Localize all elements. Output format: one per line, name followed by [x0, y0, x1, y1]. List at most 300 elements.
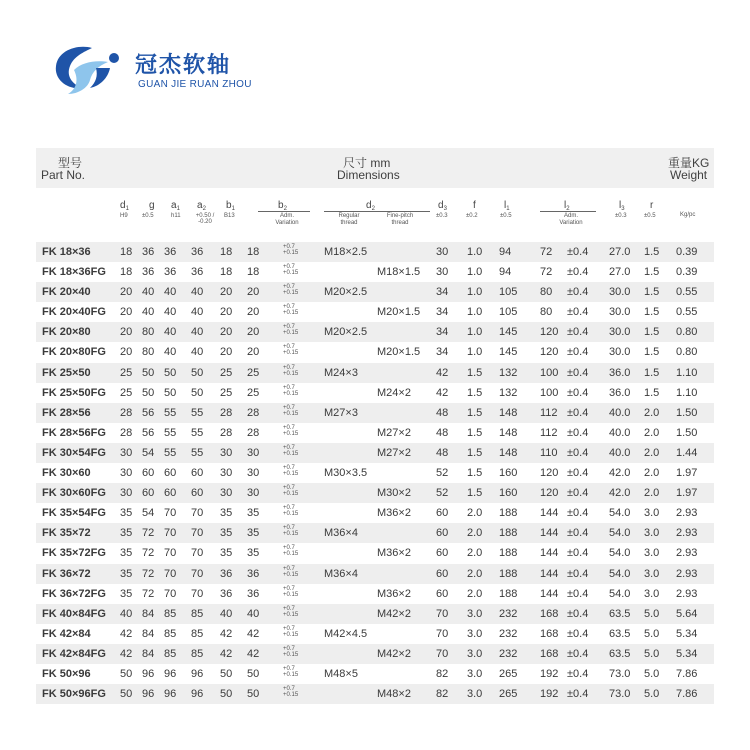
cell-d2f: M42×2	[377, 607, 411, 620]
col-d3-tol: ±0.3	[436, 213, 448, 219]
weight-header-cn: 重量KG	[668, 156, 710, 170]
cell-a1: 85	[164, 627, 177, 640]
cell-l1: 94	[499, 266, 512, 279]
cell-b1: 28	[220, 426, 233, 439]
cell-d3: 70	[436, 647, 449, 660]
cell-r: 1.5	[644, 306, 660, 319]
cell-l1: 132	[499, 386, 518, 399]
cell-d3: 42	[436, 366, 449, 379]
cell-b2: 20	[247, 326, 260, 339]
part-header-en: Part No.	[41, 168, 86, 182]
l2-underline	[540, 211, 596, 212]
cell-l2: 192	[540, 688, 559, 701]
cell-a1: 55	[164, 406, 177, 419]
table-row	[36, 443, 714, 463]
cell-d3: 30	[436, 266, 449, 279]
cell-d2r: M27×3	[324, 406, 358, 419]
table-row	[36, 523, 714, 543]
cell-d2f: M30×2	[377, 487, 411, 500]
cell-l2v: ±0.4	[567, 627, 589, 640]
cell-b2-tolerance: +0.7 +0.15	[283, 465, 299, 478]
cell-b2: 40	[247, 607, 260, 620]
cell-d1: 35	[120, 507, 133, 520]
cell-l2v: ±0.4	[567, 667, 589, 680]
cell-g: 40	[142, 306, 155, 319]
cell-w: 0.80	[676, 326, 698, 339]
part-header-cn: 型号	[58, 156, 83, 170]
cell-w: 1.50	[676, 406, 698, 419]
cell-b2-tolerance: +0.7 +0.15	[283, 625, 299, 638]
cell-d1: 30	[120, 487, 133, 500]
cell-b2: 35	[247, 507, 260, 520]
cell-b2-tolerance: +0.7 +0.15	[283, 244, 299, 256]
cell-f: 1.5	[467, 386, 483, 399]
cell-r: 5.0	[644, 607, 660, 620]
cell-r: 5.0	[644, 688, 660, 701]
part-number: FK 30×54FG	[42, 446, 106, 459]
cell-d2r: M20×2.5	[324, 286, 368, 299]
cell-a1: 40	[164, 346, 177, 359]
col-l3: $l_3$	[619, 200, 625, 212]
cell-g: 56	[142, 406, 155, 419]
col-f: f	[473, 200, 476, 211]
cell-l2v: ±0.4	[567, 366, 589, 379]
cell-b1: 30	[220, 446, 233, 459]
cell-g: 84	[142, 607, 155, 620]
table-row	[36, 282, 714, 302]
cell-a2: 70	[191, 587, 204, 600]
cell-r: 1.5	[644, 346, 660, 359]
cell-f: 1.0	[467, 286, 483, 299]
cell-f: 1.0	[467, 346, 483, 359]
cell-a1: 70	[164, 527, 177, 540]
table-row	[36, 543, 714, 563]
cell-l1: 265	[499, 667, 518, 680]
cell-l2v: ±0.4	[567, 266, 589, 279]
cell-w: 2.93	[676, 527, 698, 540]
cell-b2-tolerance: +0.7 +0.15	[283, 364, 299, 377]
cell-b2-tolerance: +0.7 +0.15	[283, 304, 299, 317]
cell-b2: 35	[247, 527, 260, 540]
cell-l2: 120	[540, 467, 559, 480]
cell-b2: 50	[247, 667, 260, 680]
col-d2-regular: Regular thread	[338, 213, 360, 226]
cell-l1: 148	[499, 406, 518, 419]
cell-l2: 80	[540, 306, 553, 319]
cell-a1: 55	[164, 446, 177, 459]
cell-a2: 40	[191, 326, 204, 339]
cell-b2-tolerance: +0.7 +0.15	[283, 645, 299, 658]
cell-b1: 35	[220, 507, 233, 520]
cell-r: 3.0	[644, 527, 660, 540]
cell-d2f: M36×2	[377, 507, 411, 520]
logo-name-en: GUAN JIE RUAN ZHOU	[138, 79, 252, 90]
cell-a2: 85	[191, 627, 204, 640]
table-row	[36, 463, 714, 483]
cell-w: 0.55	[676, 286, 698, 299]
cell-l2v: ±0.4	[567, 607, 589, 620]
cell-d3: 82	[436, 667, 449, 680]
cell-f: 3.0	[467, 607, 483, 620]
cell-a1: 96	[164, 667, 177, 680]
col-d3: $d_3$	[438, 200, 447, 212]
cell-l2v: ±0.4	[567, 246, 589, 258]
cell-d3: 52	[436, 467, 449, 480]
cell-d1: 28	[120, 406, 133, 419]
cell-l3: 54.0	[609, 507, 631, 520]
cell-a2: 60	[191, 487, 204, 500]
cell-b2: 20	[247, 306, 260, 319]
table-row	[36, 383, 714, 403]
cell-w: 2.93	[676, 507, 698, 520]
table-row	[36, 564, 714, 584]
cell-d1: 35	[120, 527, 133, 540]
cell-g: 50	[142, 386, 155, 399]
cell-l3: 36.0	[609, 366, 631, 379]
table-row	[36, 684, 714, 704]
cell-a2: 36	[191, 266, 204, 279]
cell-b1: 36	[220, 587, 233, 600]
cell-l1: 145	[499, 326, 518, 339]
cell-r: 5.0	[644, 627, 660, 640]
cell-a1: 55	[164, 426, 177, 439]
cell-l1: 160	[499, 467, 518, 480]
cell-r: 5.0	[644, 667, 660, 680]
part-number: FK 28×56	[42, 406, 91, 419]
cell-d1: 20	[120, 306, 133, 319]
cell-g: 84	[142, 627, 155, 640]
cell-w: 7.86	[676, 667, 698, 680]
table-row	[36, 584, 714, 604]
b2-underline	[258, 211, 310, 212]
cell-l2: 110	[540, 446, 558, 459]
cell-w: 1.97	[676, 487, 698, 500]
cell-a1: 60	[164, 487, 177, 500]
cell-l2: 120	[540, 346, 559, 359]
col-r-tol: ±0.5	[644, 213, 656, 219]
table-row	[36, 483, 714, 503]
cell-l1: 148	[499, 446, 518, 459]
cell-f: 1.0	[467, 246, 483, 258]
cell-d3: 60	[436, 547, 449, 560]
cell-l2v: ±0.4	[567, 587, 589, 600]
cell-l2v: ±0.4	[567, 547, 589, 560]
cell-d1: 28	[120, 426, 133, 439]
cell-l1: 232	[499, 607, 518, 620]
cell-a2: 70	[191, 567, 204, 580]
cell-l2v: ±0.4	[567, 487, 589, 500]
cell-a1: 40	[164, 306, 177, 319]
cell-b2: 50	[247, 688, 260, 701]
cell-a2: 70	[191, 527, 204, 540]
cell-a2: 40	[191, 346, 204, 359]
cell-l2v: ±0.4	[567, 688, 589, 701]
cell-r: 2.0	[644, 426, 660, 439]
cell-a2: 70	[191, 547, 204, 560]
cell-g: 50	[142, 366, 155, 379]
cell-g: 36	[142, 266, 155, 279]
cell-d1: 18	[120, 266, 133, 279]
cell-w: 0.39	[676, 246, 698, 258]
cell-d2f: M42×2	[377, 647, 411, 660]
cell-l2v: ±0.4	[567, 306, 589, 319]
cell-w: 1.10	[676, 366, 698, 379]
cell-a2: 96	[191, 688, 204, 701]
part-number: FK 20×40	[42, 286, 91, 299]
cell-l3: 63.5	[609, 607, 631, 620]
cell-l3: 36.0	[609, 386, 631, 399]
cell-l1: 148	[499, 426, 518, 439]
cell-l2v: ±0.4	[567, 426, 589, 439]
col-b2-note: Adm. Variation	[275, 213, 299, 226]
cell-b2: 18	[247, 246, 260, 258]
cell-f: 2.0	[467, 567, 483, 580]
cell-l3: 30.0	[609, 286, 631, 299]
cell-a2: 55	[191, 446, 204, 459]
col-g-tol: ±0.5	[142, 213, 154, 219]
cell-a2: 85	[191, 607, 204, 620]
cell-a1: 96	[164, 688, 177, 701]
cell-l2v: ±0.4	[567, 346, 589, 359]
table-row	[36, 302, 714, 322]
cell-l3: 30.0	[609, 346, 631, 359]
cell-a2: 40	[191, 286, 204, 299]
part-number: FK 35×72FG	[42, 547, 106, 560]
table-row	[36, 363, 714, 383]
cell-l3: 40.0	[609, 446, 631, 459]
cell-l2: 144	[540, 547, 559, 560]
cell-w: 5.64	[676, 607, 698, 620]
cell-l1: 160	[499, 487, 518, 500]
cell-l2v: ±0.4	[567, 647, 589, 660]
cell-b1: 30	[220, 487, 233, 500]
cell-w: 0.80	[676, 346, 698, 359]
cell-d3: 48	[436, 406, 449, 419]
cell-b1: 36	[220, 567, 233, 580]
cell-l3: 54.0	[609, 567, 631, 580]
cell-a2: 36	[191, 246, 204, 258]
cell-b1: 50	[220, 688, 233, 701]
col-f-tol: ±0.2	[466, 213, 478, 219]
cell-r: 1.5	[644, 246, 660, 258]
cell-a1: 36	[164, 266, 177, 279]
cell-l2v: ±0.4	[567, 567, 589, 580]
cell-b2-tolerance: +0.7 +0.15	[283, 264, 299, 277]
cell-a1: 36	[164, 246, 177, 258]
cell-b1: 40	[220, 607, 233, 620]
cell-l2: 112	[540, 406, 558, 419]
cell-l1: 188	[499, 587, 518, 600]
table-row	[36, 503, 714, 523]
cell-b2: 20	[247, 346, 260, 359]
part-number: FK 36×72	[42, 567, 91, 580]
cell-d2f: M27×2	[377, 426, 411, 439]
part-number: FK 36×72FG	[42, 587, 106, 600]
cell-d3: 42	[436, 386, 449, 399]
table-row	[36, 664, 714, 684]
cell-d2f: M27×2	[377, 446, 411, 459]
cell-d3: 52	[436, 487, 449, 500]
cell-f: 3.0	[467, 647, 483, 660]
cell-f: 3.0	[467, 667, 483, 680]
cell-d1: 20	[120, 286, 133, 299]
part-number: FK 20×40FG	[42, 306, 106, 319]
cell-b2: 28	[247, 426, 260, 439]
cell-d1: 35	[120, 567, 133, 580]
cell-f: 3.0	[467, 688, 483, 701]
cell-g: 80	[142, 326, 155, 339]
cell-l3: 63.5	[609, 627, 631, 640]
cell-d3: 60	[436, 507, 449, 520]
col-d1: $d_1$	[120, 200, 129, 212]
cell-l2: 168	[540, 647, 559, 660]
table-row	[36, 604, 714, 624]
cell-d2f: M48×2	[377, 688, 411, 701]
cell-f: 1.5	[467, 487, 483, 500]
cell-d2f: M36×2	[377, 547, 411, 560]
table-row	[36, 322, 714, 342]
cell-l1: 188	[499, 567, 518, 580]
cell-a2: 40	[191, 306, 204, 319]
cell-l3: 40.0	[609, 426, 631, 439]
cell-a2: 50	[191, 366, 204, 379]
cell-a2: 70	[191, 507, 204, 520]
col-l1: $l_1$	[504, 200, 510, 212]
col-r: r	[650, 200, 654, 211]
cell-b2-tolerance: +0.7 +0.15	[283, 344, 299, 357]
cell-g: 72	[142, 587, 155, 600]
part-number: FK 25×50	[42, 366, 91, 379]
cell-l2v: ±0.4	[567, 467, 589, 480]
col-a2-tol: +0.50 / -0.20	[195, 213, 215, 225]
cell-b1: 20	[220, 346, 233, 359]
part-number: FK 50×96	[42, 667, 91, 680]
cell-d1: 35	[120, 587, 133, 600]
cell-r: 1.5	[644, 366, 660, 379]
cell-l1: 94	[499, 246, 512, 258]
cell-l2: 72	[540, 246, 553, 258]
part-number: FK 42×84	[42, 627, 91, 640]
cell-r: 2.0	[644, 446, 660, 459]
cell-g: 72	[142, 527, 155, 540]
cell-b1: 25	[220, 386, 233, 399]
cell-l2: 144	[540, 587, 559, 600]
cell-d1: 50	[120, 688, 133, 701]
cell-r: 1.5	[644, 266, 660, 279]
cell-f: 2.0	[467, 527, 483, 540]
cell-r: 3.0	[644, 567, 660, 580]
cell-b2-tolerance: +0.7 +0.15	[283, 485, 299, 498]
cell-l2: 80	[540, 286, 553, 299]
table-row	[36, 342, 714, 362]
weight-header-en: Weight	[670, 168, 708, 182]
cell-b1: 30	[220, 467, 233, 480]
col-b2: $b_2$	[278, 200, 287, 212]
cell-f: 2.0	[467, 587, 483, 600]
cell-l2: 168	[540, 607, 559, 620]
cell-b2-tolerance: +0.7 +0.15	[283, 545, 299, 558]
cell-l2: 120	[540, 326, 559, 339]
cell-l2: 72	[540, 266, 553, 279]
cell-l2: 144	[540, 567, 559, 580]
cell-b2-tolerance: +0.7 +0.15	[283, 686, 299, 699]
cell-a1: 70	[164, 547, 177, 560]
cell-d2r: M24×3	[324, 366, 358, 379]
cell-b2-tolerance: +0.7 +0.15	[283, 444, 299, 457]
cell-r: 2.0	[644, 467, 660, 480]
cell-f: 1.0	[467, 326, 483, 339]
cell-b2-tolerance: +0.7 +0.15	[283, 324, 299, 337]
cell-b2-tolerance: +0.7 +0.15	[283, 565, 299, 578]
cell-w: 2.93	[676, 567, 698, 580]
cell-b2: 42	[247, 627, 260, 640]
cell-b1: 35	[220, 547, 233, 560]
col-weight-unit: Kg/pc	[680, 212, 696, 218]
cell-a2: 50	[191, 386, 204, 399]
cell-f: 1.5	[467, 446, 483, 459]
cell-w: 1.50	[676, 426, 698, 439]
cell-a2: 55	[191, 426, 204, 439]
cell-d1: 35	[120, 547, 133, 560]
col-l2: $l_2$	[564, 200, 570, 212]
col-l1-tol: ±0.5	[500, 213, 512, 219]
cell-l2: 168	[540, 627, 559, 640]
column-subheaders	[36, 196, 714, 236]
cell-d3: 34	[436, 306, 449, 319]
part-number: FK 25×50FG	[42, 386, 106, 399]
col-g: g	[149, 200, 155, 211]
cell-d2f: M18×1.5	[377, 266, 421, 279]
cell-d3: 48	[436, 446, 449, 459]
part-number: FK 20×80	[42, 326, 91, 339]
cell-d2r: M36×4	[324, 567, 358, 580]
cell-f: 1.5	[467, 426, 483, 439]
cell-d3: 60	[436, 567, 449, 580]
d2-underline	[324, 211, 430, 212]
part-number: FK 30×60FG	[42, 487, 106, 500]
col-d2-fine: Fine-pitch thread	[386, 213, 414, 226]
cell-d1: 20	[120, 326, 133, 339]
cell-a1: 40	[164, 286, 177, 299]
cell-g: 72	[142, 567, 155, 580]
cell-b2: 36	[247, 567, 260, 580]
cell-l2: 100	[540, 366, 559, 379]
company-logo	[48, 38, 308, 98]
cell-l2: 144	[540, 507, 559, 520]
cell-r: 2.0	[644, 406, 660, 419]
part-number: FK 18×36	[42, 246, 91, 258]
cell-d3: 82	[436, 688, 449, 701]
cell-b1: 20	[220, 326, 233, 339]
cell-d2r: M20×2.5	[324, 326, 368, 339]
cell-l2: 144	[540, 527, 559, 540]
cell-b1: 35	[220, 527, 233, 540]
cell-g: 96	[142, 667, 155, 680]
cell-b1: 50	[220, 667, 233, 680]
logo-name-cn: 冠杰软轴	[135, 52, 232, 77]
cell-d1: 20	[120, 346, 133, 359]
cell-d3: 60	[436, 527, 449, 540]
cell-l2: 192	[540, 667, 559, 680]
cell-l2v: ±0.4	[567, 286, 589, 299]
table-row	[36, 262, 714, 282]
part-number: FK 28×56FG	[42, 426, 106, 439]
cell-d1: 42	[120, 627, 133, 640]
cell-d1: 25	[120, 366, 133, 379]
cell-d3: 30	[436, 246, 449, 258]
cell-b2: 18	[247, 266, 260, 279]
cell-l1: 188	[499, 527, 518, 540]
